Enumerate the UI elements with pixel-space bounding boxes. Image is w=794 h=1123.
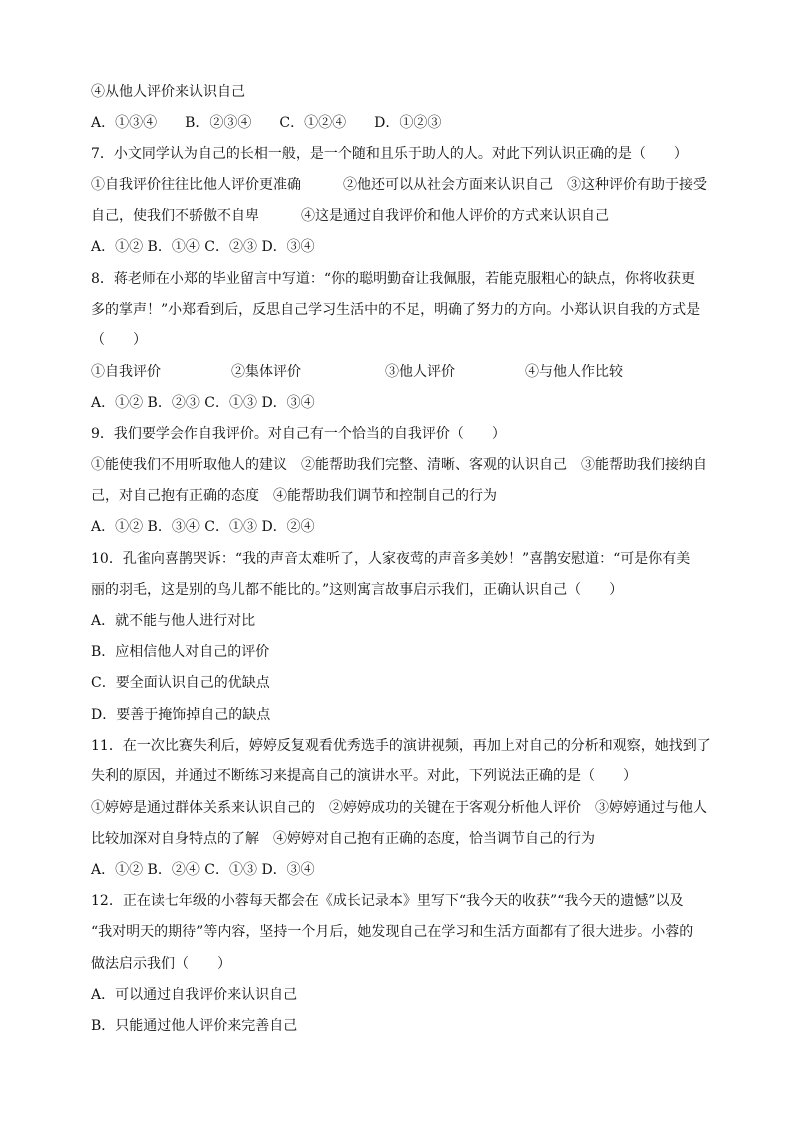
text-line: D．要善于掩饰掉自己的缺点 bbox=[91, 707, 271, 723]
text-line: 己，对自己抱有正确的态度 ④能帮助我们调节和控制自己的行为 bbox=[91, 488, 497, 504]
text-line: ①自我评价往往比他人评价更准确 ②他还可以从社会方面来认识自己 ③这种评价有助于接受 bbox=[91, 177, 707, 193]
text-line: ①婷婷是通过群体关系来认识自己的 ②婷婷成功的关键在于客观分析他人评价 ③婷婷通过与他人 bbox=[91, 800, 707, 816]
text-line: A．①② B．①④ C．②③ D．③④ bbox=[91, 239, 315, 255]
text-line: ①能使我们不用听取他人的建议 ②能帮助我们完整、清晰、客观的认识自己 ③能帮助我们接纳自 bbox=[91, 457, 707, 473]
text-line: C．要全面认识自己的优缺点 bbox=[91, 675, 270, 691]
text-line: “我对明天的期待”等内容，坚持一个月后，她发现自己在学习和生活方面都有了很大进步。小蓉的 bbox=[91, 924, 694, 940]
text-line: A．就不能与他人进行对比 bbox=[91, 613, 256, 629]
text-line: B．应相信他人对自己的评价 bbox=[91, 644, 270, 660]
text-line: 丽的羽毛，这是别的鸟儿都不能比的。”这则寓言故事启示我们，正确认识自己（ ） bbox=[91, 582, 624, 598]
text-line: 失利的原因，并通过不断练习来提高自己的演讲水平。对此，下列说法正确的是（ ） bbox=[91, 768, 637, 784]
text-line: （ ） bbox=[91, 332, 147, 348]
text-line: A．可以通过自我评价来认识自己 bbox=[91, 987, 298, 1003]
text-line: A．①② B．③④ C．①③ D．②④ bbox=[91, 519, 315, 535]
text-line: 9．我们要学会作自我评价。对自己有一个恰当的自我评价（ ） bbox=[91, 426, 506, 442]
text-line: A．①③④ B．②③④ C．①②④ D．①②③ bbox=[91, 115, 442, 131]
text-line: 10．孔雀向喜鹊哭诉：“我的声音太难听了，人家夜莺的声音多美妙！”喜鹊安慰道：“可是你有美 bbox=[91, 551, 691, 567]
text-line: B．只能通过他人评价来完善自己 bbox=[91, 1018, 298, 1034]
text-line: ④从他人评价来认识自己 bbox=[91, 84, 245, 100]
text-line: 做法启示我们（ ） bbox=[91, 956, 231, 972]
text-line: 自己，使我们不骄傲不自卑 ④这是通过自我评价和他人评价的方式来认识自己 bbox=[91, 208, 609, 224]
text-line: 多的掌声！”小郑看到后，反思自己学习生活中的不足，明确了努力的方向。小郑认识自我的方式是 bbox=[91, 302, 701, 318]
text-line: 7．小文同学认为自己的长相一般，是一个随和且乐于助人的人。对此下列认识正确的是（ ） bbox=[91, 146, 688, 162]
text-line: 12．正在读七年级的小蓉每天都会在《成长记录本》里写下“我今天的收获”“我今天的遗憾”以及 bbox=[91, 893, 684, 909]
text-line: A．①② B．②③ C．①③ D．③④ bbox=[91, 395, 315, 411]
text-line: A．①② B．②④ C．①③ D．③④ bbox=[91, 862, 315, 878]
text-line: ①自我评价 ②集体评价 ③他人评价 ④与他人作比较 bbox=[91, 364, 623, 380]
text-line: 8．蒋老师在小郑的毕业留言中写道：“你的聪明勤奋让我佩服，若能克服粗心的缺点，你将收获更 bbox=[91, 271, 696, 287]
text-line: 11．在一次比赛失利后，婷婷反复观看优秀选手的演讲视频，再加上对自己的分析和观察，她找到了 bbox=[91, 738, 711, 754]
text-line: 比较加深对自身特点的了解 ④婷婷对自己抱有正确的态度，恰当调节自己的行为 bbox=[91, 831, 595, 847]
